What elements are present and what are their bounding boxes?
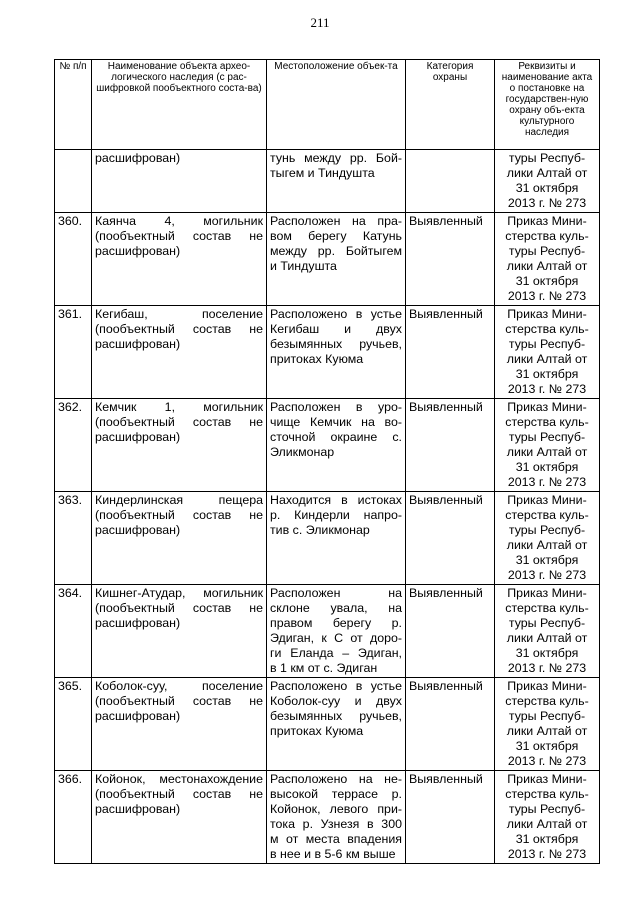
- requisites-line: стерства куль-: [505, 601, 589, 615]
- name-line: (пообъектный состав не: [95, 601, 263, 615]
- requisites-line: 31 октября: [515, 739, 579, 753]
- table-row: [55, 678, 600, 771]
- location-line: Расположен в уро-: [270, 400, 402, 414]
- requisites-line: туры Респуб-: [508, 616, 586, 630]
- table-row: [55, 213, 600, 306]
- header-category: Категория охраны: [406, 60, 495, 150]
- table-row: [55, 399, 600, 492]
- requisites-line: 2013 г. № 273: [507, 568, 587, 582]
- page-number: 211: [310, 15, 330, 30]
- requisites-line: 2013 г. № 273: [507, 196, 587, 210]
- cell-location: [267, 213, 406, 306]
- cell-category: Выявленный: [406, 585, 495, 678]
- requisites-line: туры Респуб-: [508, 151, 586, 165]
- name-line: (пообъектный состав не: [95, 415, 263, 429]
- requisites-line: туры Респуб-: [508, 802, 586, 816]
- name-line: расшифрован): [95, 151, 181, 165]
- location-line: в 1 км от с. Эдиган: [270, 661, 378, 675]
- cell-location: [267, 150, 406, 213]
- cell-location: [267, 771, 406, 864]
- location-line: Кегибаш и двух: [270, 322, 402, 336]
- name-line: расшифрован): [95, 244, 181, 258]
- cell-name: [92, 771, 267, 864]
- cell-name: [92, 492, 267, 585]
- location-line: безымянных ручьев,: [270, 709, 402, 723]
- requisites-line: Приказ Мини-: [507, 772, 587, 786]
- table-row: [55, 306, 600, 399]
- requisites-line: стерства куль-: [505, 229, 589, 243]
- location-line: Койонок, левого при-: [270, 802, 402, 816]
- name-line: расшифрован): [95, 616, 181, 630]
- cell-category: Выявленный: [406, 771, 495, 864]
- cell-category: [406, 150, 495, 213]
- location-line: тока р. Узнезя в 300: [270, 817, 402, 831]
- cell-name: [92, 399, 267, 492]
- name-line: (пообъектный состав не: [95, 322, 263, 336]
- cell-requisites: [495, 306, 600, 399]
- name-line: Кемчик 1, могильник: [95, 400, 263, 414]
- location-line: притоках Куюма: [270, 352, 364, 366]
- requisites-line: 2013 г. № 273: [507, 289, 587, 303]
- cell-location: [267, 678, 406, 771]
- requisites-line: 31 октября: [515, 367, 579, 381]
- cell-name: [92, 213, 267, 306]
- location-line: правом берегу р.: [270, 616, 402, 630]
- table-header-row: [55, 60, 600, 150]
- location-line: р. Киндерли напро-: [270, 508, 402, 522]
- name-line: расшифрован): [95, 337, 181, 351]
- cell-location: [267, 399, 406, 492]
- requisites-line: Приказ Мини-: [507, 679, 587, 693]
- requisites-line: лики Алтай от: [506, 259, 588, 273]
- name-line: Кишнег-Атудар, могильник: [95, 586, 263, 600]
- name-line: Коболок-суу, поселение: [95, 679, 263, 693]
- header-num: № п/п: [55, 60, 92, 150]
- cell-name: [92, 678, 267, 771]
- name-line: Кегибаш, поселение: [95, 307, 263, 321]
- cell-category: Выявленный: [406, 492, 495, 585]
- cell-requisites: [495, 399, 600, 492]
- cell-name: [92, 306, 267, 399]
- location-line: Эликмонар: [270, 445, 335, 459]
- location-line: тыгем и Тиндушта: [270, 166, 375, 180]
- requisites-line: Приказ Мини-: [507, 400, 587, 414]
- requisites-line: туры Респуб-: [508, 430, 586, 444]
- requisites-line: лики Алтай от: [506, 538, 588, 552]
- cell-num: 365.: [55, 678, 92, 771]
- cell-num: 361.: [55, 306, 92, 399]
- requisites-line: Приказ Мини-: [507, 214, 587, 228]
- requisites-line: 2013 г. № 273: [507, 475, 587, 489]
- name-line: (пообъектный состав не: [95, 229, 263, 243]
- requisites-line: туры Респуб-: [508, 337, 586, 351]
- name-line: расшифрован): [95, 430, 181, 444]
- requisites-line: туры Респуб-: [508, 523, 586, 537]
- location-line: вом берегу Катунь: [270, 229, 402, 243]
- requisites-line: лики Алтай от: [506, 817, 588, 831]
- header-location: Местоположение объек-та: [267, 60, 406, 150]
- requisites-line: стерства куль-: [505, 694, 589, 708]
- requisites-line: туры Респуб-: [508, 244, 586, 258]
- cell-location: [267, 585, 406, 678]
- requisites-line: стерства куль-: [505, 415, 589, 429]
- name-line: расшифрован): [95, 709, 181, 723]
- location-line: Находится в истоках: [270, 493, 402, 507]
- requisites-line: 2013 г. № 273: [507, 661, 587, 675]
- location-line: Эдиган, к С от доро-: [270, 631, 402, 645]
- table-row: [55, 585, 600, 678]
- table-row: [55, 492, 600, 585]
- cell-requisites: [495, 150, 600, 213]
- requisites-line: 31 октября: [515, 553, 579, 567]
- requisites-line: лики Алтай от: [506, 724, 588, 738]
- table-row-continuation: [55, 150, 600, 213]
- requisites-line: Приказ Мини-: [507, 493, 587, 507]
- requisites-line: стерства куль-: [505, 322, 589, 336]
- requisites-line: туры Респуб-: [508, 709, 586, 723]
- table-body: [55, 150, 600, 864]
- location-line: Расположен на: [270, 586, 402, 600]
- location-line: Коболок-суу и двух: [270, 694, 402, 708]
- requisites-line: лики Алтай от: [506, 631, 588, 645]
- cell-location: [267, 306, 406, 399]
- cell-requisites: [495, 213, 600, 306]
- location-line: Расположено в устье: [270, 307, 402, 321]
- cell-category: Выявленный: [406, 213, 495, 306]
- location-line: в нее и в 5-6 км выше: [270, 847, 396, 861]
- requisites-line: 2013 г. № 273: [507, 382, 587, 396]
- cell-location: [267, 492, 406, 585]
- requisites-line: 31 октября: [515, 646, 579, 660]
- requisites-line: лики Алтай от: [506, 166, 588, 180]
- location-line: безымянных ручьев,: [270, 337, 402, 351]
- requisites-line: Приказ Мини-: [507, 586, 587, 600]
- cell-requisites: [495, 678, 600, 771]
- requisites-line: 31 октября: [515, 460, 579, 474]
- location-line: склоне увала, на: [270, 601, 402, 615]
- cell-name: [92, 585, 267, 678]
- requisites-line: стерства куль-: [505, 787, 589, 801]
- cell-requisites: [495, 771, 600, 864]
- name-line: Каянча 4, могильник: [95, 214, 263, 228]
- name-line: Койонок, местонахождение: [95, 772, 263, 786]
- location-line: тив с. Эликмонар: [270, 523, 370, 537]
- cell-requisites: [495, 492, 600, 585]
- location-line: м от места впадения: [270, 832, 402, 846]
- cell-num: 363.: [55, 492, 92, 585]
- table-row: [55, 771, 600, 864]
- cell-num: 366.: [55, 771, 92, 864]
- requisites-line: 31 октября: [515, 181, 579, 195]
- location-line: ги Еланда – Эдиган,: [270, 646, 402, 660]
- location-line: чище Кемчик на во-: [270, 415, 402, 429]
- location-line: высокой террасе р.: [270, 787, 402, 801]
- header-name: Наименование объекта архео-логического наследия (с рас-шифровкой пообъектного соста-ва): [92, 60, 267, 150]
- location-line: между рр. Бойтыгем: [270, 244, 402, 258]
- cell-num: 360.: [55, 213, 92, 306]
- requisites-line: 2013 г. № 273: [507, 754, 587, 768]
- name-line: расшифрован): [95, 802, 181, 816]
- location-line: притоках Куюма: [270, 724, 364, 738]
- cell-num: 362.: [55, 399, 92, 492]
- cell-num: [55, 150, 92, 213]
- cell-category: Выявленный: [406, 306, 495, 399]
- requisites-line: 31 октября: [515, 274, 579, 288]
- requisites-line: стерства куль-: [505, 508, 589, 522]
- requisites-line: 31 октября: [515, 832, 579, 846]
- location-line: сточной окраине с.: [270, 430, 402, 444]
- cell-name: [92, 150, 267, 213]
- name-line: (пообъектный состав не: [95, 694, 263, 708]
- location-line: и Тиндушта: [270, 259, 337, 273]
- location-line: Расположено в устье: [270, 679, 402, 693]
- requisites-line: лики Алтай от: [506, 352, 588, 366]
- name-line: Киндерлинская пещера: [95, 493, 263, 507]
- location-line: Расположено на не-: [270, 772, 402, 786]
- requisites-line: лики Алтай от: [506, 445, 588, 459]
- cell-requisites: [495, 585, 600, 678]
- header-requisites: Реквизиты и наименование акта о постановке на государствен-ную охрану объ-екта культурного наследия: [495, 60, 600, 150]
- cell-category: Выявленный: [406, 678, 495, 771]
- cell-category: Выявленный: [406, 399, 495, 492]
- name-line: расшифрован): [95, 523, 181, 537]
- heritage-registry-table: [54, 59, 600, 864]
- requisites-line: Приказ Мини-: [507, 307, 587, 321]
- location-line: Расположен на пра-: [270, 214, 402, 228]
- requisites-line: 2013 г. № 273: [507, 847, 587, 861]
- name-line: (пообъектный состав не: [95, 787, 263, 801]
- location-line: тунь между рр. Бой-: [270, 151, 402, 165]
- name-line: (пообъектный состав не: [95, 508, 263, 522]
- cell-num: 364.: [55, 585, 92, 678]
